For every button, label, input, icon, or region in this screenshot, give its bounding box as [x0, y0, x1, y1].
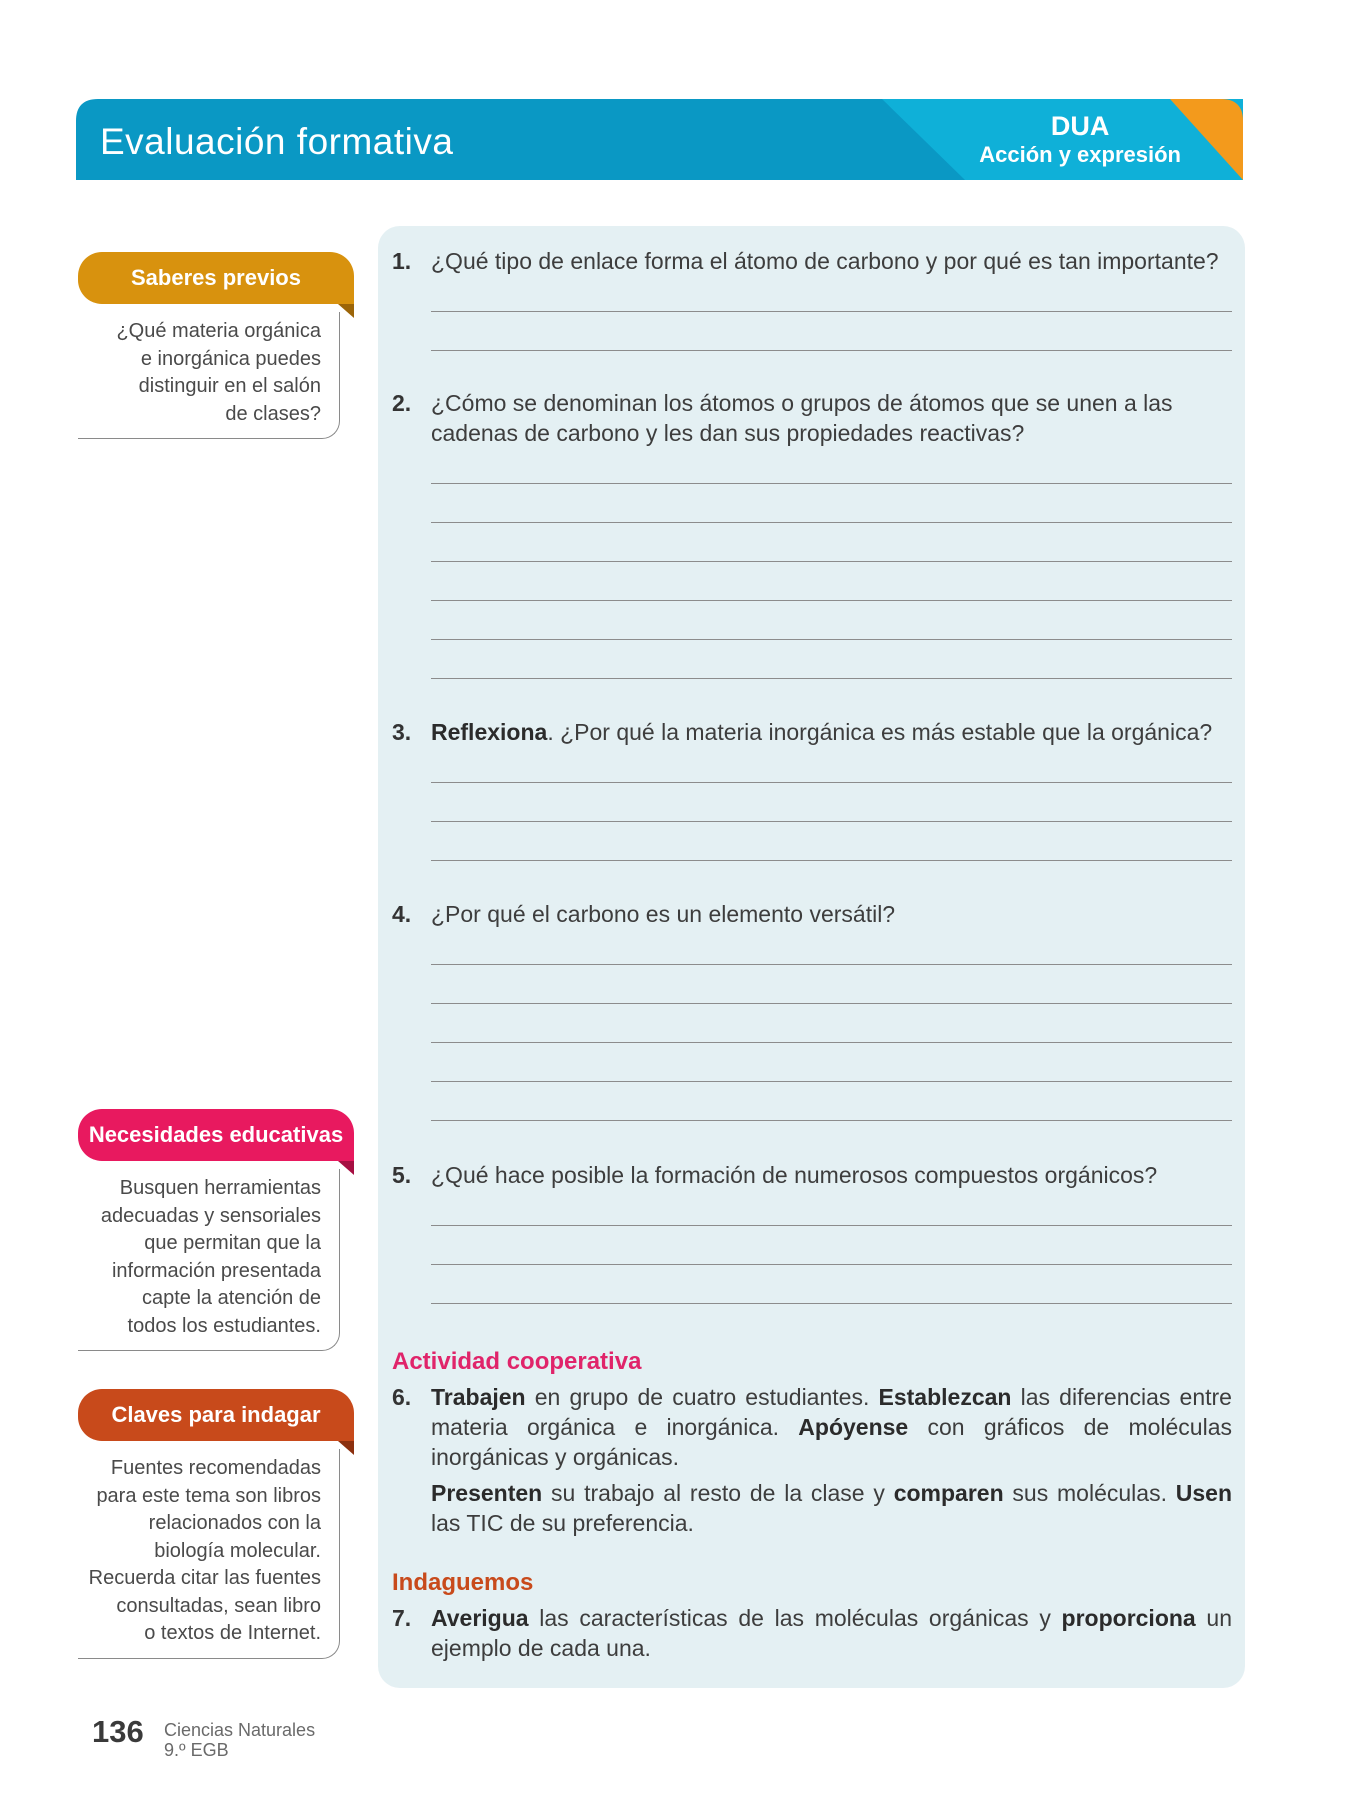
sidebar-line: e inorgánica puedes	[140, 347, 321, 370]
keyword: Trabajen	[431, 1384, 526, 1410]
answer-line[interactable]	[431, 1264, 1232, 1265]
question-text	[431, 1382, 1232, 1472]
answer-line[interactable]	[431, 860, 1232, 861]
claves-para-indagar-title: Claves para indagar	[78, 1389, 354, 1441]
sidebar-line: todos los estudiantes.	[127, 1314, 321, 1337]
indaguemos-title: Indaguemos	[392, 1569, 534, 1596]
keyword: Presenten	[431, 1480, 543, 1506]
sidebar-line: capte la atención de	[141, 1287, 321, 1309]
answer-line[interactable]	[431, 1303, 1232, 1304]
question-4	[392, 899, 1232, 929]
actividad-cooperativa-title: Actividad cooperativa	[392, 1348, 642, 1375]
tab-fold	[338, 1441, 354, 1455]
question-text: ¿Por qué el carbono es un elemento versátil?	[431, 901, 896, 927]
tab-fold	[338, 304, 354, 318]
answer-line[interactable]	[431, 561, 1232, 562]
text-run: con gráficos de moléculas inorgánicas y orgánicas.	[431, 1414, 1233, 1470]
sidebar-line: Fuentes recomendadas	[110, 1457, 321, 1479]
question-1	[392, 246, 1232, 276]
text-run: las TIC de su preferencia.	[431, 1510, 694, 1536]
text-run: en grupo de cuatro estudiantes.	[525, 1384, 879, 1410]
keyword: Apóyense	[798, 1414, 909, 1440]
subject-name: Ciencias Naturales	[164, 1720, 316, 1740]
footer-subject	[164, 1720, 315, 1760]
sidebar-line: Busquen herramientas	[119, 1177, 321, 1199]
keyword: Reflexiona	[431, 719, 548, 745]
question-text: ¿Qué tipo de enlace forma el átomo de carbono y por qué es tan importante?	[431, 248, 1219, 274]
question-number: 3.	[392, 719, 412, 745]
page-number: 136	[92, 1714, 144, 1749]
text-run: sus moléculas.	[1003, 1480, 1176, 1506]
sidebar-line: Recuerda citar las fuentes	[88, 1567, 321, 1589]
question-7	[392, 1603, 1232, 1663]
question-number: 4.	[392, 901, 412, 927]
questions-panel	[378, 226, 1245, 1688]
question-text	[431, 1603, 1232, 1663]
sidebar-line: que permitan que la	[144, 1232, 321, 1254]
sidebar-line: de clases?	[225, 402, 321, 425]
sidebar-line: relacionados con la	[148, 1512, 321, 1534]
keyword: Usen	[1175, 1480, 1232, 1506]
sidebar-line: ¿Qué materia orgánica	[116, 320, 321, 342]
question-number: 5.	[392, 1162, 412, 1188]
necesidades-educativas-title: Necesidades educativas	[78, 1109, 354, 1161]
answer-line[interactable]	[431, 483, 1232, 484]
answer-line[interactable]	[431, 964, 1232, 965]
keyword: proporciona	[1061, 1605, 1196, 1631]
sidebar-line: distinguir en el salón	[138, 375, 321, 397]
necesidades-educativas-text	[78, 1169, 340, 1351]
dua-badge-title: DUA	[1050, 111, 1110, 141]
question-text	[431, 1478, 1232, 1538]
question-5	[392, 1160, 1232, 1190]
question-number: 2.	[392, 390, 412, 416]
question-text: ¿Cómo se denominan los átomos o grupos de átomos que se unen a las cadenas de carbono y les dan sus propiedades reactivas?	[431, 390, 1173, 446]
text-run: un ejemplo de cada una.	[431, 1605, 1232, 1661]
answer-line[interactable]	[431, 350, 1232, 351]
tab-fold	[338, 1161, 354, 1175]
answer-line[interactable]	[431, 821, 1232, 822]
answer-line[interactable]	[431, 678, 1232, 679]
sidebar-line: adecuadas y sensoriales	[100, 1204, 321, 1227]
text-run: su trabajo al resto de la clase y	[542, 1480, 894, 1506]
grade-level: 9.º EGB	[164, 1740, 229, 1760]
keyword: comparen	[893, 1480, 1004, 1506]
text-run: . ¿Por qué la materia inorgánica es más estable que la orgánica?	[547, 719, 1213, 745]
question-text	[431, 717, 1232, 747]
saberes-previos-text	[78, 312, 340, 439]
answer-line[interactable]	[431, 1120, 1232, 1121]
answer-line[interactable]	[431, 522, 1232, 523]
answer-line[interactable]	[431, 1225, 1232, 1226]
sidebar-line: para este tema son libros	[96, 1484, 321, 1507]
claves-para-indagar-box	[78, 1389, 354, 1659]
question-number: 6.	[392, 1384, 412, 1410]
question-text: ¿Qué hace posible la formación de numerosos compuestos orgánicos?	[431, 1162, 1158, 1188]
answer-line[interactable]	[431, 1003, 1232, 1004]
answer-line[interactable]	[431, 639, 1232, 640]
dua-badge-subtitle: Acción y expresión	[979, 142, 1181, 167]
question-number: 1.	[392, 248, 412, 274]
claves-para-indagar-text	[78, 1449, 340, 1659]
text-run: las características de las moléculas orgánicas y	[528, 1605, 1062, 1631]
keyword: Establezcan	[878, 1384, 1012, 1410]
saberes-previos-title: Saberes previos	[78, 252, 354, 304]
saberes-previos-box	[78, 252, 354, 439]
text-run: las diferencias entre materia orgánica e inorgánica.	[431, 1384, 1232, 1440]
answer-line[interactable]	[431, 311, 1232, 312]
dua-badge	[979, 111, 1181, 169]
question-3	[392, 717, 1232, 747]
page-title: Evaluación formativa	[100, 121, 454, 162]
answer-line[interactable]	[431, 1081, 1232, 1082]
question-2	[392, 388, 1232, 448]
keyword: Averigua	[431, 1605, 529, 1631]
sidebar-line: biología molecular.	[154, 1539, 321, 1562]
sidebar-line: o textos de Internet.	[144, 1622, 321, 1644]
sidebar-line: consultadas, sean libro	[116, 1594, 321, 1617]
question-6	[392, 1382, 1232, 1538]
question-number: 7.	[392, 1605, 412, 1631]
section-header-banner	[76, 99, 1243, 180]
answer-line[interactable]	[431, 1042, 1232, 1043]
answer-line[interactable]	[431, 600, 1232, 601]
answer-line[interactable]	[431, 782, 1232, 783]
sidebar-line: información presentada	[111, 1259, 321, 1282]
necesidades-educativas-box	[78, 1109, 354, 1351]
